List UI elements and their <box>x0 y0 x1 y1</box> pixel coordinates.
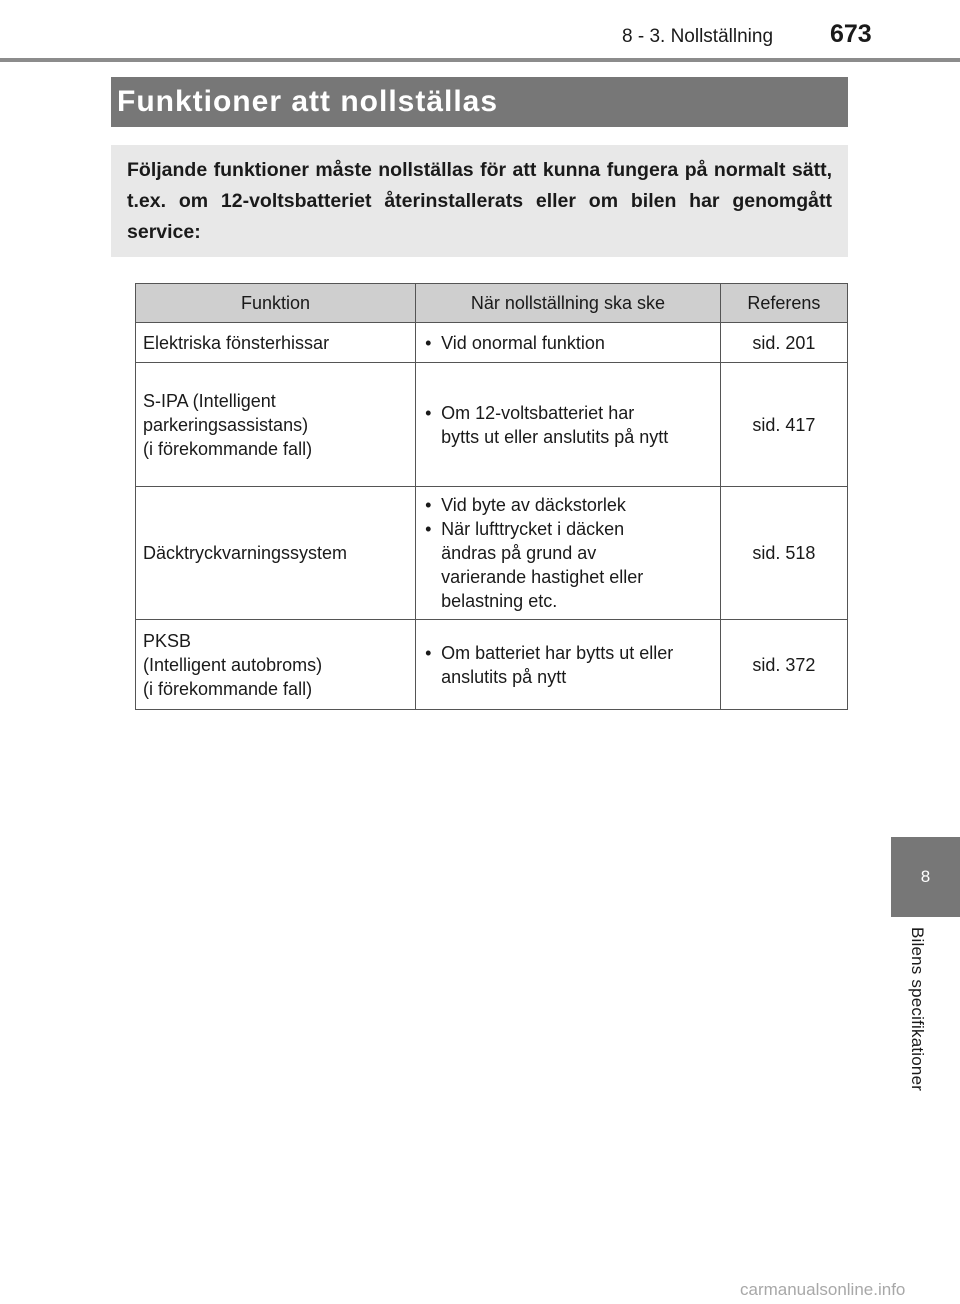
when-cell <box>416 363 721 487</box>
when-item: • Om batteriet har bytts ut eller anslutits på nytt <box>423 641 713 689</box>
reference-cell: sid. 417 <box>720 363 847 487</box>
when-item: • Vid onormal funktion <box>423 331 713 355</box>
header-function: Funktion <box>136 284 416 323</box>
reset-functions-table <box>135 283 848 710</box>
when-list <box>423 401 713 449</box>
table-header-row <box>136 284 848 323</box>
reference-cell: sid. 518 <box>720 487 847 620</box>
when-cell <box>416 487 721 620</box>
table-row <box>136 363 848 487</box>
function-cell: Elektriska fönsterhissar <box>136 323 416 363</box>
when-cell <box>416 323 721 363</box>
intro-box <box>111 145 848 257</box>
chapter-number: 8 <box>920 867 931 886</box>
table-row <box>136 620 848 710</box>
section-heading: 8 - 3. Nollställning <box>622 26 774 47</box>
title-bar <box>111 77 848 127</box>
when-cell <box>416 620 721 710</box>
function-cell: S-IPA (Intelligent parkeringsassistans) (i förekommande fall) <box>136 363 416 487</box>
when-list <box>423 331 713 355</box>
header-when: När nollställning ska ske <box>416 284 721 323</box>
table-row <box>136 487 848 620</box>
chapter-tab <box>891 837 960 917</box>
reference-cell: sid. 201 <box>720 323 847 363</box>
when-item: • Om 12-voltsbatteriet har bytts ut eller anslutits på nytt <box>423 401 713 449</box>
when-list <box>423 493 713 613</box>
chapter-label: Bilens specifikationer <box>908 927 927 1092</box>
table-row <box>136 323 848 363</box>
page-number: 673 <box>830 20 872 48</box>
when-item: • Vid byte av däckstorlek <box>423 493 713 517</box>
when-list <box>423 641 713 689</box>
intro-text: Följande funktioner måste nollställas för att kunna fungera på normalt sätt, t.ex. om 12-voltsbatteriet återinstallerats eller om bilen har genomgått service: <box>127 159 832 243</box>
watermark: carmanualsonline.info <box>740 1280 906 1299</box>
reference-cell: sid. 372 <box>720 620 847 710</box>
page-title: Funktioner att nollställas <box>117 85 499 118</box>
function-cell: PKSB (Intelligent autobroms) (i förekommande fall) <box>136 620 416 710</box>
header-divider <box>0 58 960 62</box>
function-cell: Däcktryckvarningssystem <box>136 487 416 620</box>
when-item: • När lufttrycket i däcken ändras på grund av varierande hastighet eller belastning etc. <box>423 517 713 613</box>
header-reference: Referens <box>720 284 847 323</box>
